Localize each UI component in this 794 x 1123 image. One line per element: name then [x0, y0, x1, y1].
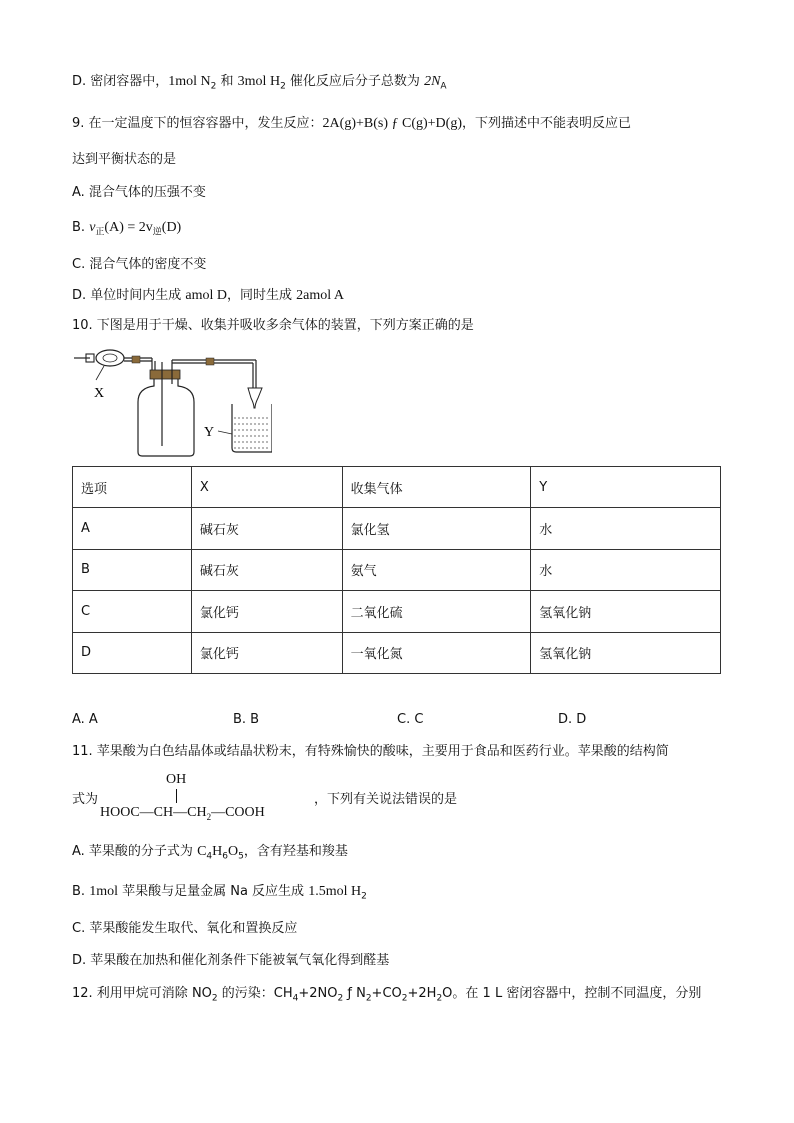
q8d-text: D. 密闭容器中， [72, 74, 169, 89]
table-cell: 二氧化硫 [342, 591, 531, 632]
q9-stem-c: 达到平衡状态的是 [72, 152, 177, 167]
table-cell: A [73, 508, 192, 549]
q12-g: O。在 1 L 密闭容器中，控制不同温度，分别 [442, 986, 702, 1001]
q12-c: +2NO [298, 986, 338, 1001]
q8-option-d: D. 密闭容器中，1mol $N_2$ 和 3mol $H_2$ 催化反应后分子总数为 $2N_A$ [72, 74, 447, 92]
q12-e: +CO [371, 986, 402, 1001]
q11-option-d: D. 苹果酸在加热和催化剂条件下能被氧气氧化得到醛基 [72, 953, 390, 968]
avogadro-number: 2N [424, 74, 441, 89]
formula-part-2: —COOH [211, 805, 265, 820]
q9-stem-b: ，下列描述中不能表明反应已 [461, 116, 631, 131]
q10-stem: 10. 下图是用于干燥、收集并吸收多余气体的装置，下列方案正确的是 [72, 318, 474, 333]
q11-opt-b-a: B. [72, 884, 90, 899]
q9-stem-a: 9. 在一定温度下的恒容容器中，发生反应： [72, 116, 323, 131]
label-x: X [94, 386, 105, 401]
table-cell: B [73, 549, 192, 590]
answer-d: D. D [558, 712, 587, 727]
table-cell: 氢氧化钠 [531, 591, 721, 632]
q11-opt-a-a: A. 苹果酸的分子式为 [72, 844, 198, 859]
q12-a: 12. 利用甲烷可消除 NO [72, 986, 212, 1001]
answer-c: C. C [397, 712, 424, 727]
q9-option-c: C. 混合气体的密度不变 [72, 257, 207, 272]
table-header-cell: 收集气体 [342, 467, 531, 508]
table-row [73, 508, 721, 549]
answer-b: B. B [233, 712, 260, 727]
q11-option-b: B. 1mol 苹果酸与足量金属 Na 反应生成 1.5mol $H_2$ [72, 884, 367, 902]
table-header-cell: Y [531, 467, 721, 508]
table-cell: 氯化钙 [191, 632, 342, 673]
q9-stem [72, 114, 631, 134]
answer-a: A. A [72, 712, 98, 727]
formula-chain: $HOOC—CH—CH_2—COOH$ [100, 805, 265, 822]
table-cell: 一氧化氮 [342, 632, 531, 673]
q11-opt-b-c: 苹果酸与足量金属 Na 反应生成 [117, 884, 309, 899]
n2-amount: 1mol N [168, 74, 211, 89]
q9-opt-b-prefix: B. [72, 220, 90, 235]
q12-b: 的污染：CH [217, 986, 293, 1001]
q11-option-a: A. 苹果酸的分子式为 $C_4H_6O_5$，含有羟基和羧基 [72, 844, 348, 862]
table-header-row [73, 467, 721, 508]
bond-line [176, 789, 177, 803]
q9-opt-b-eq: (A) = 2v [104, 220, 153, 235]
q11-opt-a-formula: C [197, 844, 207, 859]
table-cell: D [73, 632, 192, 673]
apparatus-diagram [72, 348, 272, 460]
table-cell: 碱石灰 [191, 549, 342, 590]
table-cell: 氨气 [342, 549, 531, 590]
table-header-cell: X [191, 467, 342, 508]
table-row [73, 591, 721, 632]
q9-option-d [72, 286, 344, 306]
q12-stem: 12. 利用甲烷可消除 $NO_2$ 的污染：$CH_4+2NO_2$ ƒ $N_2+CO_2+2H_2O$。在 1 L 密闭容器中，控制不同温度，分别 [72, 986, 702, 1004]
q11-stem-c: ，下列有关说法错误的是 [314, 792, 458, 807]
q11-option-c: C. 苹果酸能发生取代、氧化和置换反应 [72, 921, 298, 936]
table-cell: 碱石灰 [191, 508, 342, 549]
q11-opt-a-c: ，含有羟基和羧基 [243, 844, 348, 859]
table-row [73, 549, 721, 590]
q9-opt-d-a: D. 单位时间内生成 [72, 288, 186, 303]
label-y: Y [204, 425, 215, 440]
q10-answers [72, 712, 632, 732]
q12-f: +2H [407, 986, 437, 1001]
q9-option-b [72, 218, 181, 243]
table-row [73, 632, 721, 673]
q9-opt-b-sub1: 正 [95, 227, 105, 238]
q9-opt-d-d: 2amol A [296, 288, 345, 303]
q11-opt-b-d: 1.5mol H [308, 884, 362, 899]
q9-opt-d-b: amol D [185, 288, 228, 303]
q9-reaction: 2A(g)+B(s) ƒ C(g)+D(g) [322, 116, 462, 131]
q12-d: ƒ N [343, 986, 366, 1001]
q9-opt-b-v1: v [89, 220, 96, 235]
table-cell: 水 [531, 508, 721, 549]
options-table [72, 466, 721, 674]
q9-opt-b-d: (D) [161, 220, 182, 235]
q11-stem-a: 11. 苹果酸为白色结晶体或结晶状粉末，有特殊愉快的酸味，主要用于食品和医药行业。苹果酸的结构简 [72, 744, 669, 759]
table-cell: 氢氧化钠 [531, 632, 721, 673]
formula-part-1: HOOC—CH—CH [100, 805, 207, 820]
q8d-and: 和 [216, 74, 238, 89]
table-cell: 氯化钙 [191, 591, 342, 632]
h2-amount: 3mol H [237, 74, 281, 89]
table-cell: 水 [531, 549, 721, 590]
q11-opt-b-b: 1mol [89, 884, 118, 899]
q9-opt-d-c: ，同时生成 [227, 288, 297, 303]
table-header-cell: 选项 [73, 467, 192, 508]
q11-stem-b: 式为 [72, 792, 99, 807]
table-cell: 氯化氢 [342, 508, 531, 549]
q9-option-a: A. 混合气体的压强不变 [72, 185, 206, 200]
q9-opt-b-sub2: 逆 [152, 227, 162, 238]
table-cell: C [73, 591, 192, 632]
hydroxyl-label: OH [166, 772, 187, 787]
q8d-text-b: 催化反应后分子总数为 [285, 74, 425, 89]
